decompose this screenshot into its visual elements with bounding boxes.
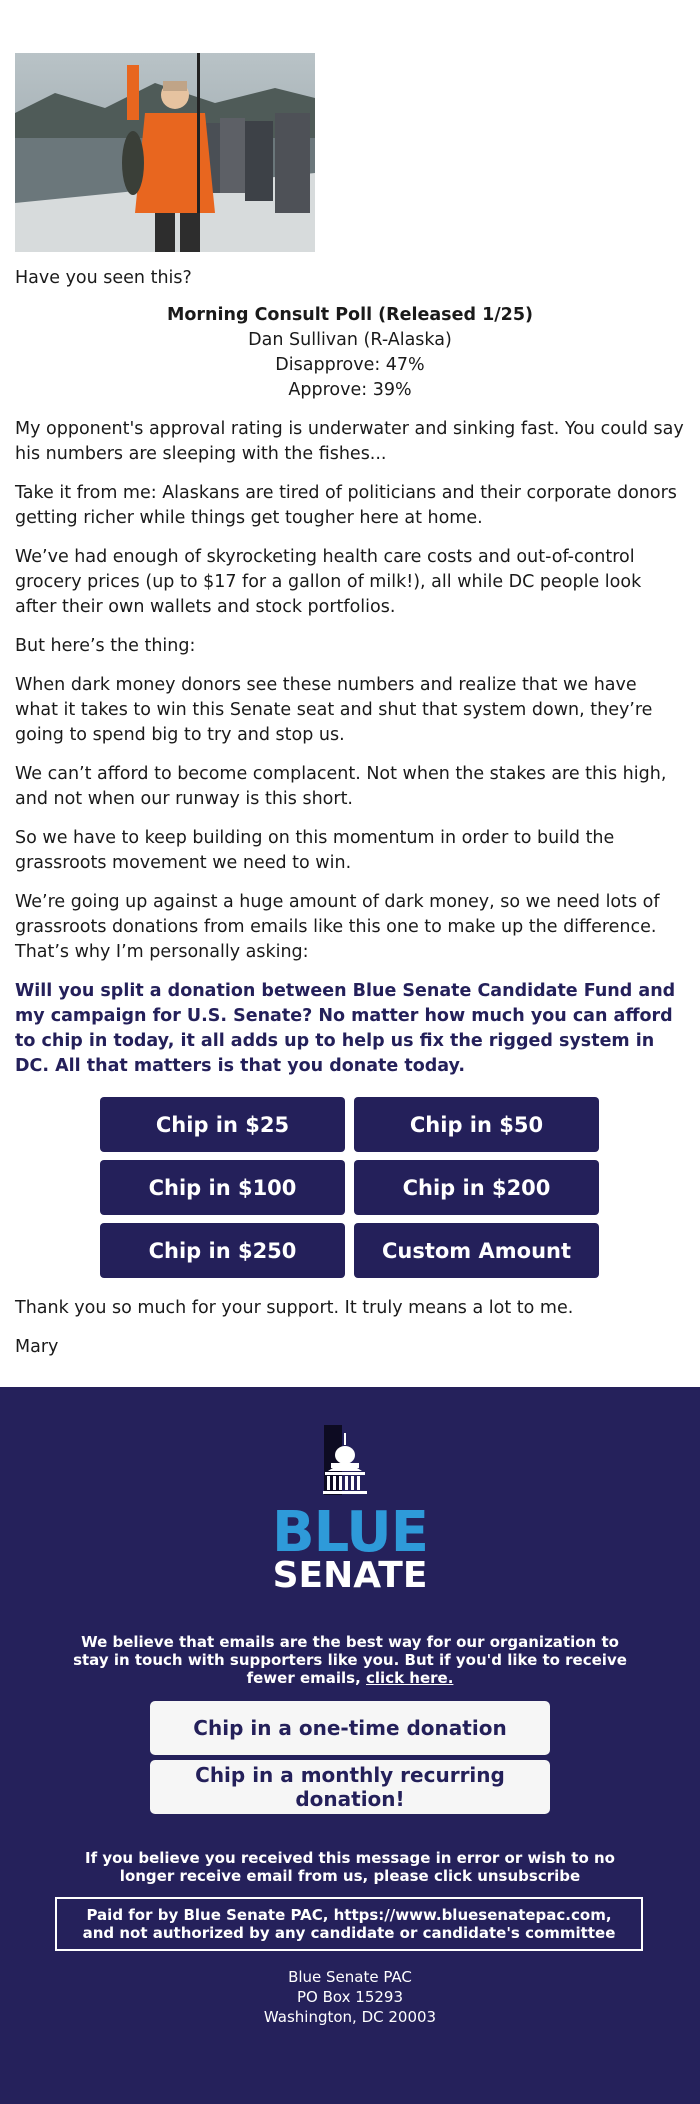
blue-senate-logo <box>270 1437 430 1597</box>
monthly-donation-button[interactable]: Chip in a monthly recurring donation! <box>150 1760 550 1814</box>
chip-in-100-button[interactable]: Chip in $100 <box>100 1160 345 1215</box>
chip-in-250-button[interactable]: Chip in $250 <box>100 1223 345 1278</box>
footer <box>0 1387 700 2104</box>
poll-block <box>15 303 685 403</box>
email-frequency-text: We believe that emails are the best way for our organization to stay in touch with supporters like you. But if you'd like to receive fewer emails, <box>73 1633 627 1687</box>
body-paragraph: But here’s the thing: <box>15 636 196 656</box>
paid-for-text: Paid for by Blue Senate PAC, https://www.bluesenatepac.com, and not authorized by any candidate or candidate's committee <box>82 1906 616 1942</box>
body-paragraph: My opponent's approval rating is underwater and sinking fast. You could say his numbers are sleeping with the fishes... <box>15 419 684 464</box>
click-here-link[interactable]: click here. <box>366 1669 454 1687</box>
address-box: PO Box 15293 <box>297 1988 403 2006</box>
body-paragraph: We’re going up against a huge amount of dark money, so we need lots of grassroots donations from emails like this one to make up the difference. That’s why I’m personally asking: <box>15 892 660 962</box>
body-paragraph: We’ve had enough of skyrocketing health care costs and out-of-control grocery prices (up to $17 for a gallon of milk!), all while DC people look after their own wallets and stock portfolios. <box>15 547 642 617</box>
address-name: Blue Senate PAC <box>288 1968 412 1986</box>
mailing-address <box>0 1967 700 2027</box>
poll-disapprove: Disapprove: 47% <box>275 355 425 375</box>
paid-for-disclaimer <box>55 1897 643 1951</box>
logo-text-blue: BLUE <box>271 1500 429 1565</box>
body-paragraph: Take it from me: Alaskans are tired of politicians and their corporate donors getting richer while things get tougher here at home. <box>15 483 677 528</box>
custom-amount-button[interactable]: Custom Amount <box>354 1223 599 1278</box>
hero-photo <box>15 53 315 252</box>
chip-in-25-button[interactable]: Chip in $25 <box>100 1097 345 1152</box>
donate-button-grid <box>100 1097 600 1278</box>
fishing-photo-image <box>15 53 315 252</box>
unsubscribe-notice[interactable]: If you believe you received this message in error or wish to no longer receive email from us, please click unsubscribe <box>85 1849 615 1885</box>
donation-ask: Will you split a donation between Blue Senate Candidate Fund and my campaign for U.S. Senate? No matter how much you can afford to chip in today, it all adds up to help us fix the rigged system in DC. All that matters is that you donate today. <box>15 981 676 1076</box>
greeting-text: Have you seen this? <box>15 268 192 288</box>
thanks-text: Thank you so much for your support. It truly means a lot to me. <box>15 1298 574 1318</box>
one-time-donation-button[interactable]: Chip in a one-time donation <box>150 1701 550 1755</box>
poll-subject: Dan Sullivan (R-Alaska) <box>248 330 452 350</box>
chip-in-50-button[interactable]: Chip in $50 <box>354 1097 599 1152</box>
poll-approve: Approve: 39% <box>288 380 412 400</box>
signature-text: Mary <box>15 1337 59 1357</box>
logo-text-senate: SENATE <box>272 1555 428 1596</box>
email-frequency-notice <box>70 1633 630 1687</box>
address-city: Washington, DC 20003 <box>263 2008 437 2026</box>
body-paragraph: When dark money donors see these numbers and realize that we have what it takes to win this Senate seat and shut that system down, they’re going to spend big to try and stop us. <box>15 675 653 745</box>
poll-title: Morning Consult Poll (Released 1/25) <box>166 305 534 325</box>
body-paragraph: We can’t afford to become complacent. Not when the stakes are this high, and not when our runway is this short. <box>15 764 667 809</box>
body-paragraph: So we have to keep building on this momentum in order to build the grassroots movement we need to win. <box>15 828 615 873</box>
chip-in-200-button[interactable]: Chip in $200 <box>354 1160 599 1215</box>
capitol-dome-icon <box>270 1425 430 1505</box>
